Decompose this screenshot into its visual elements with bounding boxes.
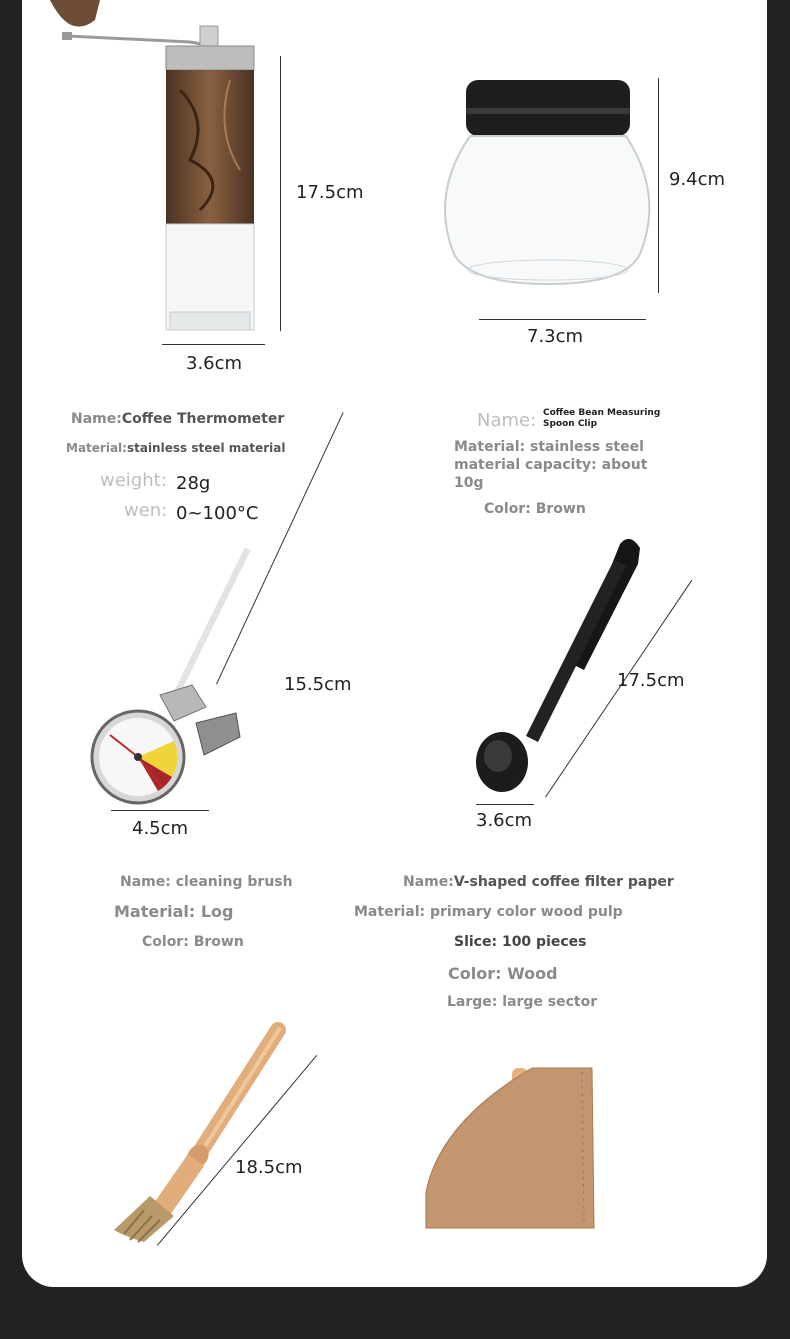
grinder-width-label: 3.6cm xyxy=(186,353,243,374)
thermometer-width-label: 4.5cm xyxy=(132,818,189,839)
thermometer-name: Coffee Thermometer xyxy=(121,411,285,427)
filter-large: large sector xyxy=(502,994,598,1010)
grinder-width-line xyxy=(162,344,265,345)
spoon-name: Coffee Bean Measuring Spoon Clip xyxy=(543,408,661,429)
filter-slice-label: Slice: xyxy=(454,934,498,950)
jar-height-label: 9.4cm xyxy=(669,169,726,190)
cleaning-brush-image xyxy=(104,1020,294,1250)
jar-height-line xyxy=(658,78,659,293)
glass-jar-image xyxy=(440,74,660,290)
spoon-height-label: 17.5cm xyxy=(617,670,685,691)
spoon-width-line xyxy=(476,804,534,805)
thermometer-wen-label: wen: xyxy=(124,500,168,521)
thermometer-weight-label: weight: xyxy=(100,470,167,491)
brush-color: Brown xyxy=(193,934,244,950)
grinder-height-line xyxy=(280,56,281,331)
filter-material-label: Material: xyxy=(354,904,426,920)
brush-color-label: Color: xyxy=(142,934,189,950)
thermometer-material-row xyxy=(66,441,285,455)
spoon-color: Brown xyxy=(535,501,586,517)
filter-large-label: Large: xyxy=(447,994,498,1010)
thermometer-wen: 0~100°C xyxy=(176,503,259,524)
spoon-color-label: Color: xyxy=(484,501,531,517)
brush-name-row xyxy=(120,874,293,890)
brush-color-row xyxy=(142,934,244,950)
filter-color-label: Color: xyxy=(448,964,502,983)
spoon-width-label: 3.6cm xyxy=(476,810,533,831)
filter-material: primary color wood pulp xyxy=(430,904,623,920)
filter-name-row xyxy=(403,874,674,890)
filter-paper-image xyxy=(420,1062,600,1234)
brush-material-row xyxy=(114,902,234,921)
spoon-color-row xyxy=(484,501,586,517)
brush-name: cleaning brush xyxy=(175,874,293,890)
thermometer-material: stainless steel material xyxy=(126,441,286,455)
measuring-spoon-clip-image xyxy=(468,530,658,800)
filter-slice: 100 pieces xyxy=(501,934,587,950)
coffee-grinder-image xyxy=(40,0,270,340)
grinder-height-label: 17.5cm xyxy=(296,182,364,203)
filter-color: Wood xyxy=(507,964,558,983)
brush-name-label: Name: xyxy=(120,874,171,890)
spoon-name-label: Name: xyxy=(477,410,537,431)
thermometer-name-label: Name: xyxy=(71,411,122,427)
brush-material-label: Material: xyxy=(114,902,196,921)
thermometer-weight: 28g xyxy=(176,473,211,494)
filter-name-label: Name: xyxy=(403,874,454,890)
brush-length-label: 18.5cm xyxy=(235,1157,303,1178)
filter-material-row xyxy=(354,904,623,920)
brush-material: Log xyxy=(200,902,234,921)
jar-width-line xyxy=(479,319,646,320)
thermometer-image xyxy=(88,545,258,805)
filter-large-row xyxy=(447,994,597,1010)
filter-slice-row xyxy=(454,934,587,950)
jar-width-label: 7.3cm xyxy=(527,326,584,347)
thermometer-material-label: Material: xyxy=(66,441,127,455)
thermometer-height-label: 15.5cm xyxy=(284,674,352,695)
filter-name: V-shaped coffee filter paper xyxy=(453,874,674,890)
thermometer-name-row xyxy=(71,411,284,427)
thermometer-width-line xyxy=(111,810,209,811)
spoon-material: Material: stainless steel material capacity: about 10g xyxy=(454,439,648,491)
filter-color-row xyxy=(448,964,558,983)
